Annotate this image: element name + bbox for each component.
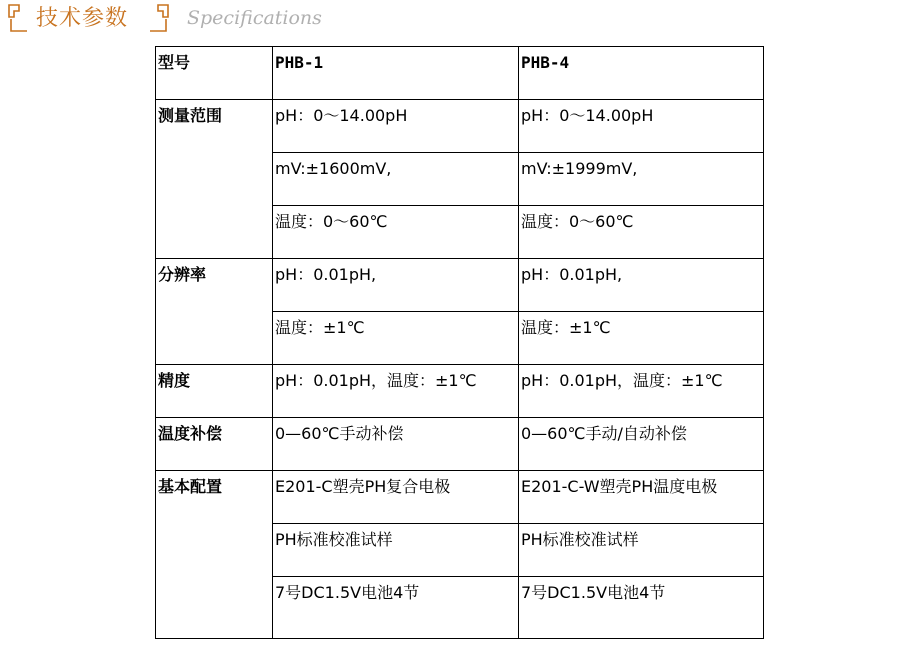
section-header [0,0,900,40]
row-label-temp-compensation: 温度补偿 [156,418,273,471]
section-title: 技术参数 [36,6,129,31]
cell-phb4: pH：0.01pH，温度：±1℃ [519,365,764,418]
cell-phb4: pH：0.01pH, [519,259,764,312]
table-row [156,365,764,418]
cell-phb1: E201-C塑壳PH复合电极 [273,471,519,524]
row-label-resolution: 分辨率 [156,259,273,365]
cell-phb4: mV:±1999mV, [519,153,764,206]
cell-phb4: 7号DC1.5V电池4节 [519,577,764,639]
cell-phb1: mV:±1600mV, [273,153,519,206]
header-cell-phb4: PHB-4 [519,47,764,100]
cell-phb4: PH标准校准试样 [519,524,764,577]
table-row [156,259,764,312]
corner-ornament-left-icon [7,3,29,33]
cell-phb4: 0—60℃手动/自动补偿 [519,418,764,471]
cell-phb4: 温度：0～60℃ [519,206,764,259]
row-label-basic-config: 基本配置 [156,471,273,639]
specifications-table [155,46,764,639]
cell-phb1: 温度：±1℃ [273,312,519,365]
cell-phb1: pH：0～14.00pH [273,100,519,153]
cell-phb1: pH：0.01pH, [273,259,519,312]
cell-phb1: 温度：0～60℃ [273,206,519,259]
row-label-measure-range: 测量范围 [156,100,273,259]
cell-phb4: pH：0～14.00pH [519,100,764,153]
cell-phb1: 0—60℃手动补偿 [273,418,519,471]
header-cell-model: 型号 [156,47,273,100]
table-header-row [156,47,764,100]
section-subtitle: Specifications [187,7,322,29]
cell-phb1: 7号DC1.5V电池4节 [273,577,519,639]
cell-phb1: PH标准校准试样 [273,524,519,577]
table-row [156,418,764,471]
table-row [156,471,764,524]
cell-phb4: 温度：±1℃ [519,312,764,365]
table-row [156,100,764,153]
cell-phb1: pH：0.01pH，温度：±1℃ [273,365,519,418]
corner-ornament-right-icon [148,3,170,33]
header-cell-phb1: PHB-1 [273,47,519,100]
cell-phb4: E201-C-W塑壳PH温度电极 [519,471,764,524]
row-label-accuracy: 精度 [156,365,273,418]
